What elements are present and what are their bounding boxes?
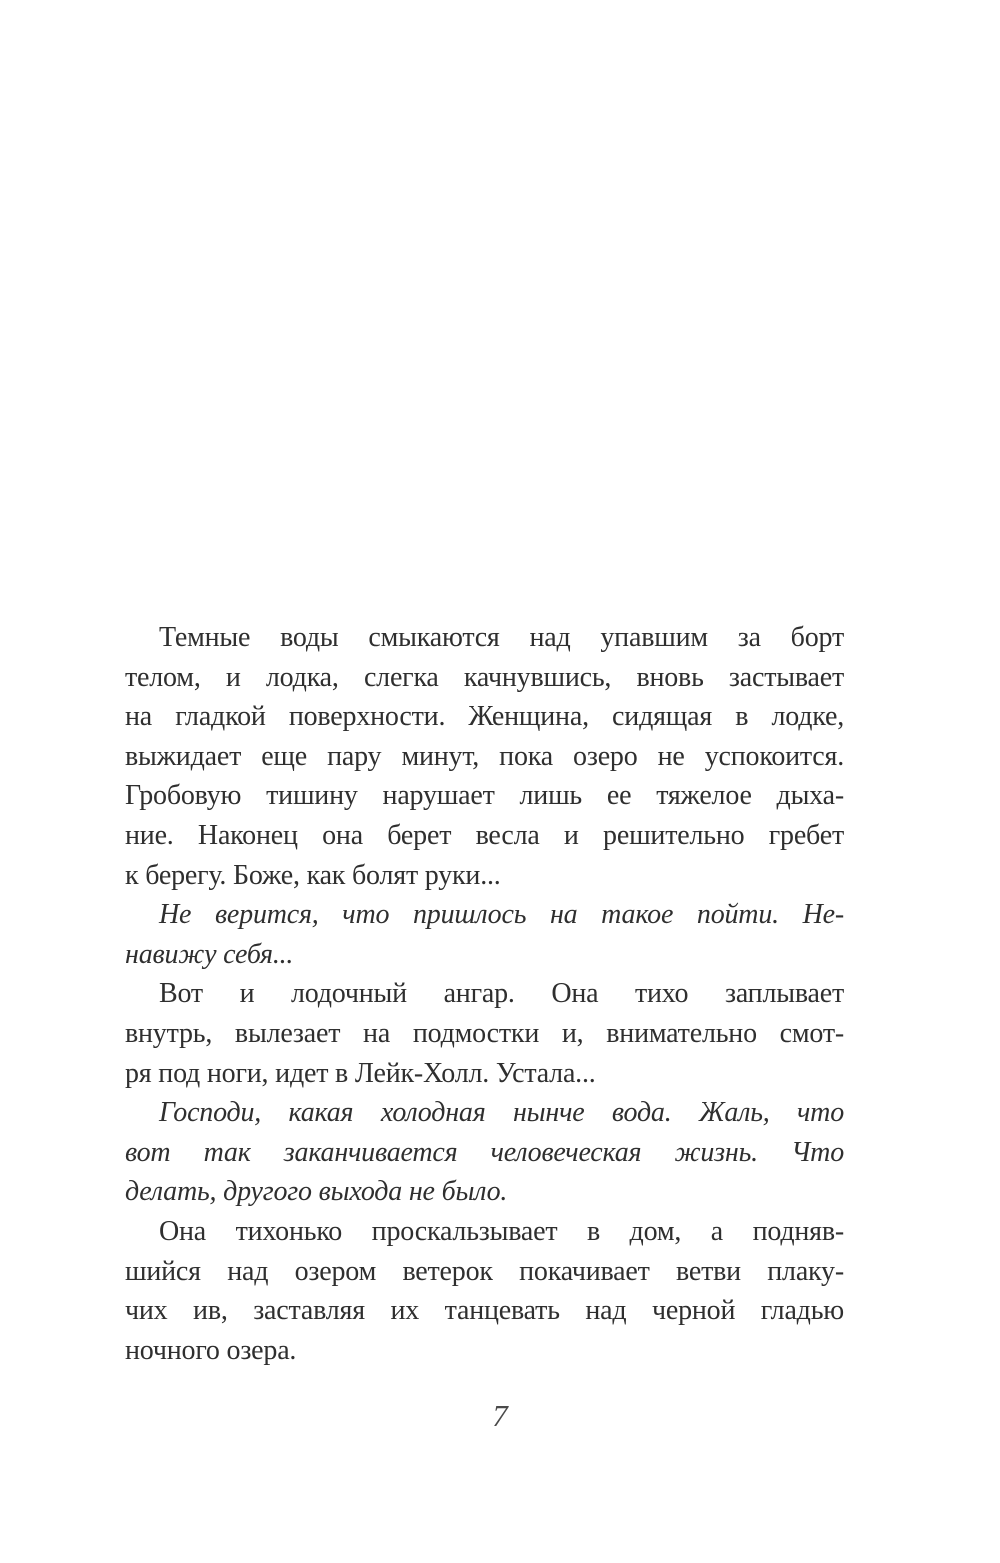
paragraph-2-inner-monologue [125, 895, 844, 974]
text-line: к берегу. Боже, как болят руки... [125, 859, 501, 891]
text-line: шийся над озером ветерок покачивает ветви плаку- [125, 1255, 844, 1287]
text-line: Она тихонько проскальзывает в дом, а подняв- [159, 1215, 844, 1247]
text-line: навижу себя... [125, 938, 294, 970]
text-line: делать, другого выхода не было. [125, 1176, 508, 1208]
text-line: Темные воды смыкаются над упавшим за борт [159, 622, 844, 653]
text-line: на гладкой поверхности. Женщина, сидящая в лодке, [125, 701, 844, 733]
text-block [125, 618, 844, 1370]
text-line: вот так заканчивается человеческая жизнь. Что [125, 1136, 844, 1168]
text-line: ночного озера. [125, 1334, 297, 1366]
text-line: чих ив, заставляя их танцевать над черной гладью [125, 1295, 844, 1327]
text-line: Гробовую тишину нарушает лишь ее тяжелое дыха- [125, 780, 844, 812]
paragraph-3 [125, 974, 844, 1093]
text-line: Вот и лодочный ангар. Она тихо заплывает [159, 978, 844, 1010]
paragraph-5 [125, 1212, 844, 1370]
text-line: ря под ноги, идет в Лейк-Холл. Устала... [125, 1057, 596, 1089]
text-line: внутрь, вылезает на подмостки и, внимательно смот- [125, 1017, 844, 1049]
text-line: выжидает еще пару минут, пока озеро не успокоится. [125, 740, 844, 772]
text-line: Господи, какая холодная нынче вода. Жаль, что [159, 1097, 844, 1129]
page-number: 7 [492, 1398, 508, 1433]
paragraph-4-inner-monologue [125, 1093, 844, 1212]
text-line: Не верится, что пришлось на такое пойти. Не- [159, 899, 844, 931]
text-line: ние. Наконец она берет весла и решительно гребет [125, 819, 844, 851]
paragraph-1 [125, 618, 844, 895]
text-line: телом, и лодка, слегка качнувшись, вновь застывает [125, 661, 844, 693]
